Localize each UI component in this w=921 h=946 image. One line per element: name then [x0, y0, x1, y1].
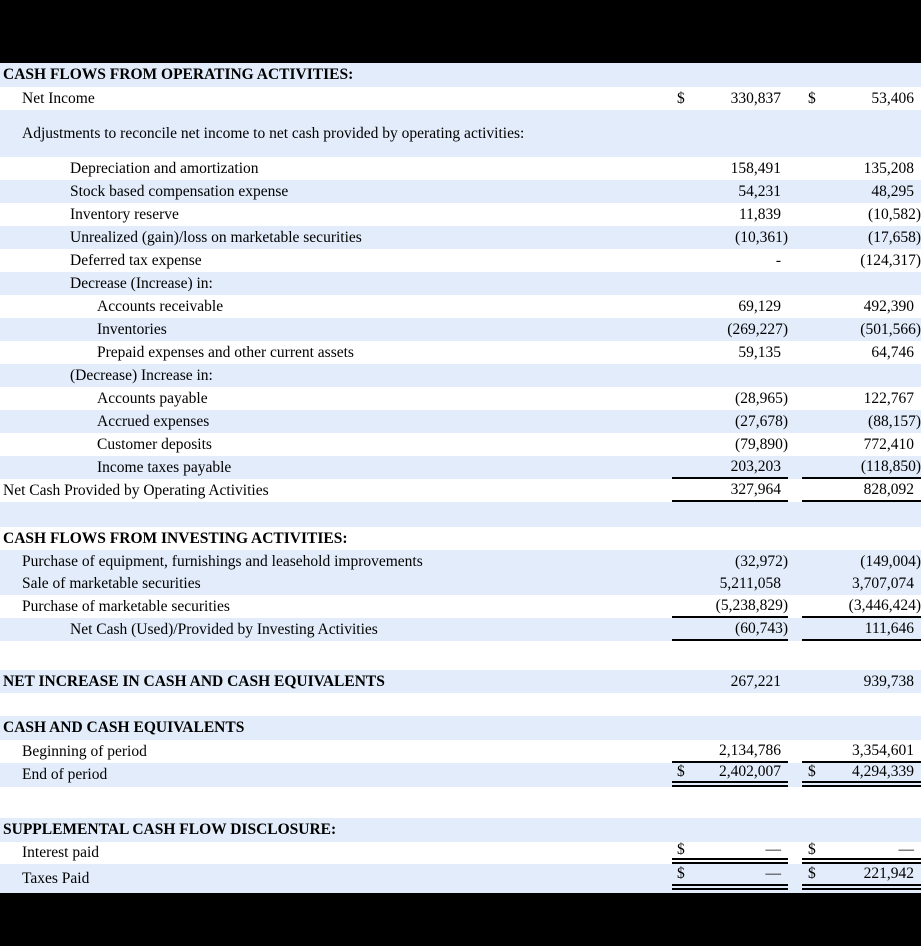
row-accounts-payable: [0, 387, 921, 410]
row-label: Interest paid: [22, 844, 100, 861]
section-heading: CASH AND CASH EQUIVALENTS: [3, 719, 245, 736]
col1-cell: [672, 157, 788, 180]
value: 492,390: [863, 297, 914, 315]
row-label: Net Cash (Used)/Provided by Investing Activities: [70, 620, 378, 638]
col1-cell: [672, 864, 788, 890]
col2-cell: [802, 479, 921, 502]
value: (28,965): [735, 389, 788, 407]
col1-cell: [672, 433, 788, 456]
col2-cell: [802, 864, 921, 890]
col1-cell: [672, 341, 788, 364]
row-end-of-period: [0, 763, 921, 787]
row-accounts-receivable: [0, 295, 921, 318]
col2-cell: [802, 203, 921, 226]
value: (27,678): [735, 412, 788, 430]
row-label: Stock based compensation expense: [70, 182, 289, 200]
value: (32,972): [735, 552, 788, 570]
col2-cell: [802, 573, 921, 595]
col2-cell: [802, 842, 921, 864]
row-inventories: [0, 318, 921, 341]
row-net-increase: [0, 670, 921, 693]
row-beginning-of-period: [0, 740, 921, 763]
row-deferred-tax: [0, 249, 921, 272]
value: 135,208: [863, 159, 914, 177]
col2-cell: [802, 740, 921, 763]
row-accrued-expenses: [0, 410, 921, 433]
value: (118,850): [860, 457, 921, 475]
col1-cell: [672, 842, 788, 864]
row-label: Taxes Paid: [22, 869, 90, 887]
col1-cell: [672, 226, 788, 249]
col1-cell: [672, 203, 788, 226]
row-label: Adjustments to reconcile net income to net cash provided by operating activities:: [22, 125, 525, 142]
row-label: Prepaid expenses and other current assets: [97, 343, 354, 361]
dollar-sign: $: [677, 89, 685, 107]
col2-cell: [802, 410, 921, 433]
col1-cell: [672, 318, 788, 341]
row-net-cash-investing: [0, 618, 921, 641]
col2-cell: [802, 618, 921, 641]
value: 267,221: [730, 672, 781, 690]
col2-cell: [802, 670, 921, 693]
col1-cell: [672, 456, 788, 479]
col1-cell: [672, 410, 788, 433]
masked-band-bottom: [0, 893, 921, 946]
value: —: [765, 865, 781, 882]
section-heading: CASH FLOWS FROM OPERATING ACTIVITIES:: [3, 66, 354, 83]
row-label: NET INCREASE IN CASH AND CASH EQUIVALENTS: [3, 672, 385, 690]
row-inventory-reserve: [0, 203, 921, 226]
row-heading-supplemental: [0, 818, 921, 842]
row-label: Purchase of equipment, furnishings and leasehold improvements: [22, 552, 423, 570]
value: 3,707,074: [852, 575, 914, 592]
row-label: Net Income: [22, 89, 95, 107]
col1-cell: [672, 180, 788, 203]
row-label: Net Cash Provided by Operating Activities: [3, 481, 269, 499]
col2-cell: [802, 249, 921, 272]
value: (5,238,829): [715, 596, 788, 614]
row-adjustments: [0, 110, 921, 157]
value: (60,743): [735, 619, 788, 637]
col1-cell: [672, 573, 788, 595]
dollar-sign: $: [808, 841, 816, 858]
value: (17,658): [868, 228, 921, 246]
row-label: Accounts receivable: [97, 297, 224, 315]
value: 64,746: [871, 343, 914, 361]
value: -: [775, 251, 781, 269]
value: (10,361): [735, 228, 788, 246]
value: —: [765, 841, 781, 858]
value: (3,446,424): [848, 596, 921, 614]
col1-cell: [672, 595, 788, 618]
col2-cell: [802, 318, 921, 341]
dollar-sign: $: [677, 865, 685, 882]
value: 2,402,007: [719, 763, 781, 780]
value: 69,129: [738, 297, 781, 315]
row-label: (Decrease) Increase in:: [70, 366, 213, 384]
value: 939,738: [863, 672, 914, 690]
dollar-sign: $: [808, 763, 816, 780]
dollar-sign: $: [808, 865, 816, 882]
dollar-sign: $: [677, 763, 685, 780]
col1-cell: [672, 763, 788, 787]
col1-cell: [672, 618, 788, 641]
row-depreciation: [0, 157, 921, 180]
col2-cell: [802, 180, 921, 203]
row-customer-deposits: [0, 433, 921, 456]
row-purchase-marketable: [0, 595, 921, 618]
value: (10,582): [868, 205, 921, 223]
spacer-row: [0, 693, 921, 716]
value: (124,317): [860, 251, 921, 269]
col2-cell: [802, 226, 921, 249]
value: 828,092: [863, 480, 914, 498]
col1-cell: [672, 87, 788, 110]
value: 59,135: [738, 343, 781, 361]
section-heading: SUPPLEMENTAL CASH FLOW DISCLOSURE:: [3, 821, 337, 838]
value: —: [898, 841, 914, 858]
row-label: Depreciation and amortization: [70, 159, 259, 177]
row-label: Sale of marketable securities: [22, 575, 201, 592]
row-label: Decrease (Increase) in:: [70, 274, 213, 292]
col1-cell: [672, 387, 788, 410]
row-decrease-increase-in-2: [0, 364, 921, 387]
row-label: Unrealized (gain)/loss on marketable securities: [70, 228, 362, 246]
col2-cell: [802, 433, 921, 456]
col1-cell: [672, 550, 788, 573]
value: (79,890): [735, 435, 788, 453]
masked-band-top: [0, 0, 921, 63]
row-unrealized: [0, 226, 921, 249]
value: 4,294,339: [852, 763, 914, 780]
dollar-sign: $: [808, 89, 816, 107]
col2-cell: [802, 87, 921, 110]
row-label: Customer deposits: [97, 435, 212, 453]
row-sale-marketable: [0, 573, 921, 595]
col2-cell: [802, 157, 921, 180]
value: 158,491: [730, 159, 781, 177]
value: 772,410: [863, 435, 914, 453]
row-heading-operating: [0, 63, 921, 87]
col1-cell: [672, 740, 788, 763]
row-net-cash-operating: [0, 479, 921, 502]
value: 3,354,601: [852, 741, 914, 759]
value: 203,203: [730, 457, 781, 475]
row-prepaid-expenses: [0, 341, 921, 364]
spacer-row: [0, 787, 921, 818]
value: 221,942: [863, 865, 914, 882]
value: (501,566): [860, 320, 921, 338]
value: 48,295: [871, 182, 914, 200]
row-label: Inventory reserve: [70, 205, 179, 223]
value: 122,767: [863, 389, 914, 407]
value: 2,134,786: [719, 741, 781, 759]
row-heading-cash-equivalents: [0, 716, 921, 740]
row-taxes-paid: [0, 864, 921, 893]
row-interest-paid: [0, 842, 921, 864]
col1-cell: [672, 670, 788, 693]
row-decrease-increase-in: [0, 272, 921, 295]
row-label: End of period: [22, 766, 108, 783]
row-purchase-equipment: [0, 550, 921, 573]
row-income-taxes-payable: [0, 456, 921, 479]
row-label: Accrued expenses: [97, 412, 210, 430]
col2-cell: [802, 341, 921, 364]
spacer-row: [0, 641, 921, 670]
value: 327,964: [730, 480, 781, 498]
value: 330,837: [730, 89, 781, 107]
row-label: Income taxes payable: [97, 458, 232, 476]
col2-cell: [802, 387, 921, 410]
col1-cell: [672, 479, 788, 502]
col2-cell: [802, 595, 921, 618]
value: (269,227): [727, 320, 788, 338]
row-stock-comp: [0, 180, 921, 203]
dollar-sign: $: [677, 841, 685, 858]
value: 53,406: [871, 89, 914, 107]
row-label: Beginning of period: [22, 742, 147, 760]
col1-cell: [672, 295, 788, 318]
value: 54,231: [738, 182, 781, 200]
col2-cell: [802, 456, 921, 479]
row-net-income: [0, 87, 921, 110]
value: 111,646: [864, 619, 914, 637]
section-heading: CASH FLOWS FROM INVESTING ACTIVITIES:: [3, 529, 348, 547]
col2-cell: [802, 550, 921, 573]
value: 11,839: [738, 205, 781, 223]
col2-cell: [802, 295, 921, 318]
value: (88,157): [868, 412, 921, 430]
row-label: Accounts payable: [97, 389, 208, 407]
value: 5,211,058: [719, 575, 781, 592]
col1-cell: [672, 249, 788, 272]
row-label: Purchase of marketable securities: [22, 597, 230, 615]
spacer-row: [0, 502, 921, 527]
row-label: Inventories: [97, 320, 167, 338]
value: (149,004): [860, 552, 921, 570]
row-heading-investing: [0, 527, 921, 550]
row-label: Deferred tax expense: [70, 251, 202, 269]
col2-cell: [802, 763, 921, 787]
